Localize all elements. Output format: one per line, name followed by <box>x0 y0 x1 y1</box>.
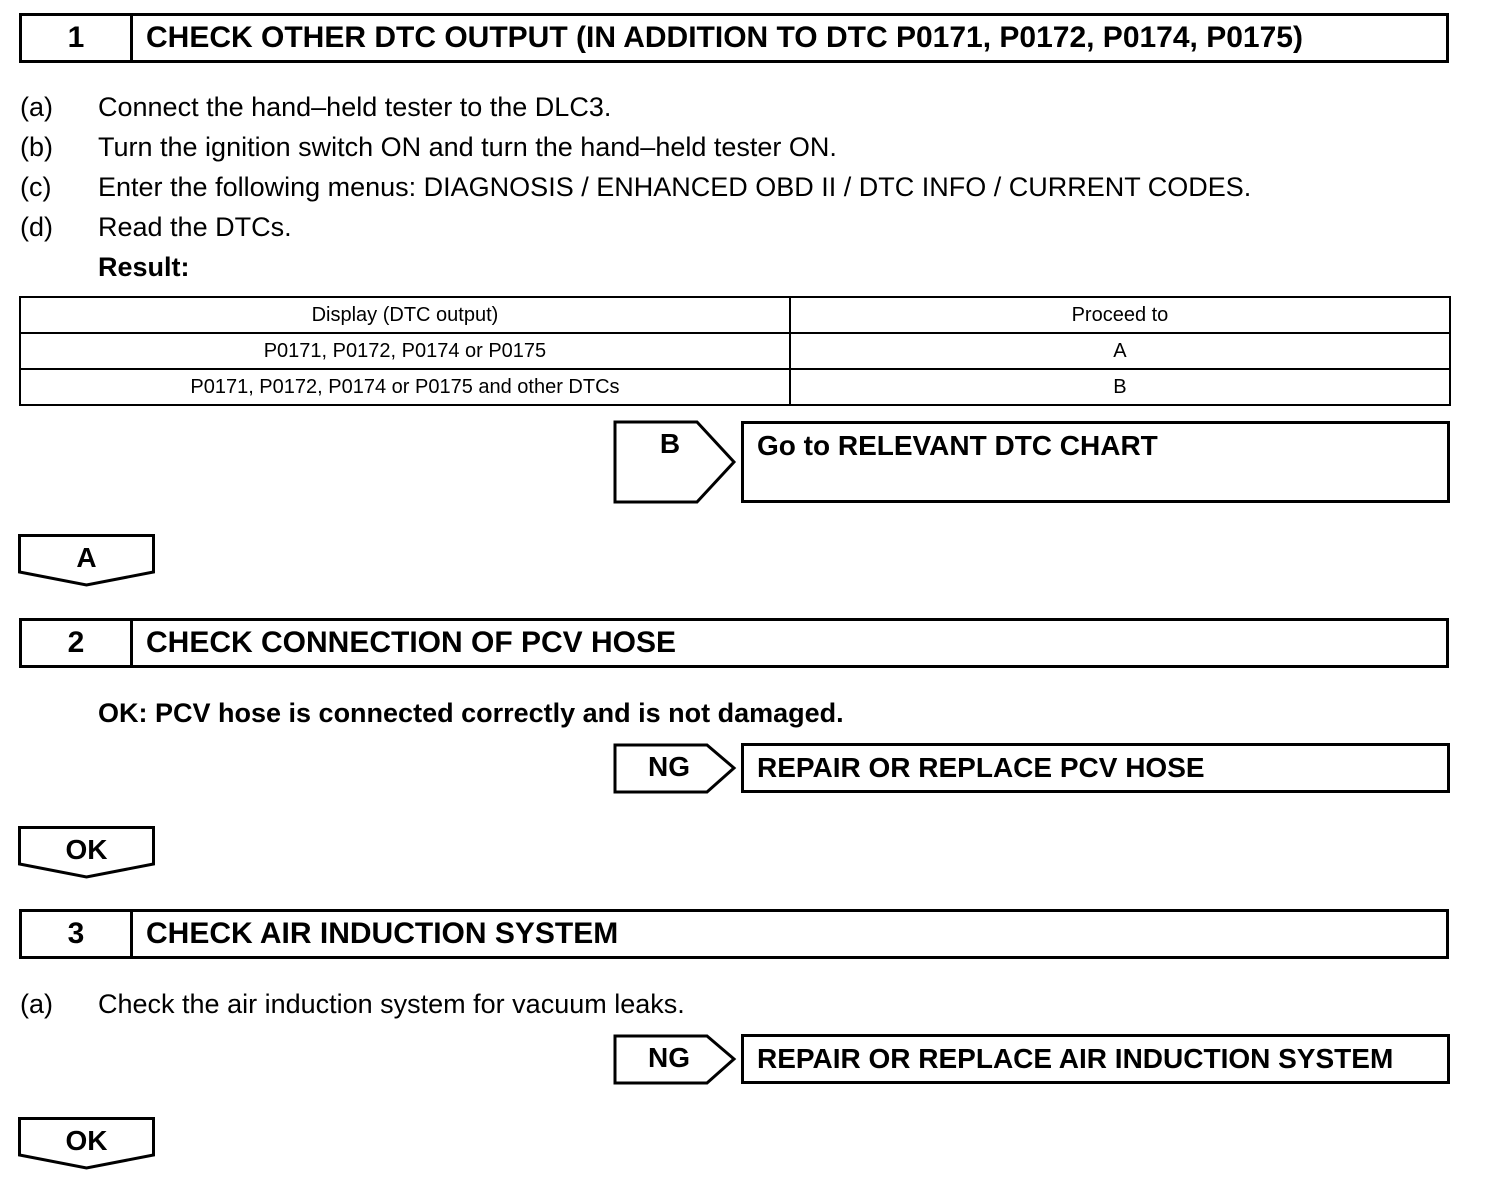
action-box: REPAIR OR REPLACE AIR INDUCTION SYSTEM <box>741 1034 1450 1084</box>
proceed-tab-label: A <box>76 542 97 573</box>
instruction-line <box>20 132 837 163</box>
step-title: CHECK AIR INDUCTION SYSTEM <box>146 917 619 950</box>
table-cell: A <box>790 333 1450 369</box>
branch-label: NG <box>648 1042 690 1073</box>
instruction-text: Check the air induction system for vacuum leaks. <box>98 989 685 1019</box>
table-header-row <box>20 297 1450 333</box>
instruction-label: (d) <box>20 212 53 242</box>
result-table <box>19 296 1451 406</box>
table-row <box>20 369 1450 405</box>
step-3-header <box>19 909 1449 959</box>
table-cell: B <box>790 369 1450 405</box>
table-cell: P0171, P0172, P0174 or P0175 <box>20 333 790 369</box>
instruction-label: (c) <box>20 172 52 202</box>
action-box: REPAIR OR REPLACE PCV HOSE <box>741 743 1450 793</box>
instruction-label: (b) <box>20 132 53 162</box>
step-number: 3 <box>22 912 133 956</box>
instruction-line <box>20 172 1251 203</box>
step-number: 1 <box>22 16 133 60</box>
instruction-text: Turn the ignition switch ON and turn the hand–held tester ON. <box>98 132 837 162</box>
step-2-header <box>19 618 1449 668</box>
table-header-cell: Proceed to <box>790 297 1450 333</box>
proceed-tab-label: OK <box>65 834 108 865</box>
instruction-text: Enter the following menus: DIAGNOSIS / ENHANCED OBD II / DTC INFO / CURRENT CODES. <box>98 172 1252 202</box>
ok-condition: OK: PCV hose is connected correctly and is not damaged. <box>98 698 844 728</box>
step-title: CHECK CONNECTION OF PCV HOSE <box>146 626 677 659</box>
instruction-text: Connect the hand–held tester to the DLC3. <box>98 92 612 122</box>
step-number: 2 <box>22 621 133 665</box>
instruction-line <box>20 989 685 1020</box>
table-row <box>20 333 1450 369</box>
action-box: Go to RELEVANT DTC CHART <box>741 421 1450 503</box>
step-title: CHECK OTHER DTC OUTPUT (IN ADDITION TO DTC P0171, P0172, P0174, P0175) <box>146 21 1303 54</box>
table-header-cell: Display (DTC output) <box>20 297 790 333</box>
branch-label: B <box>659 428 681 459</box>
branch-label: NG <box>648 751 690 782</box>
instruction-text: Read the DTCs. <box>98 212 292 242</box>
instruction-line <box>20 212 292 243</box>
instruction-label: (a) <box>20 989 53 1019</box>
instruction-line <box>20 92 611 123</box>
proceed-tab-label: OK <box>65 1125 108 1156</box>
table-cell: P0171, P0172, P0174 or P0175 and other DTCs <box>20 369 790 405</box>
instruction-label: (a) <box>20 92 53 122</box>
result-label: Result: <box>98 252 190 282</box>
step-1-header <box>19 13 1449 63</box>
